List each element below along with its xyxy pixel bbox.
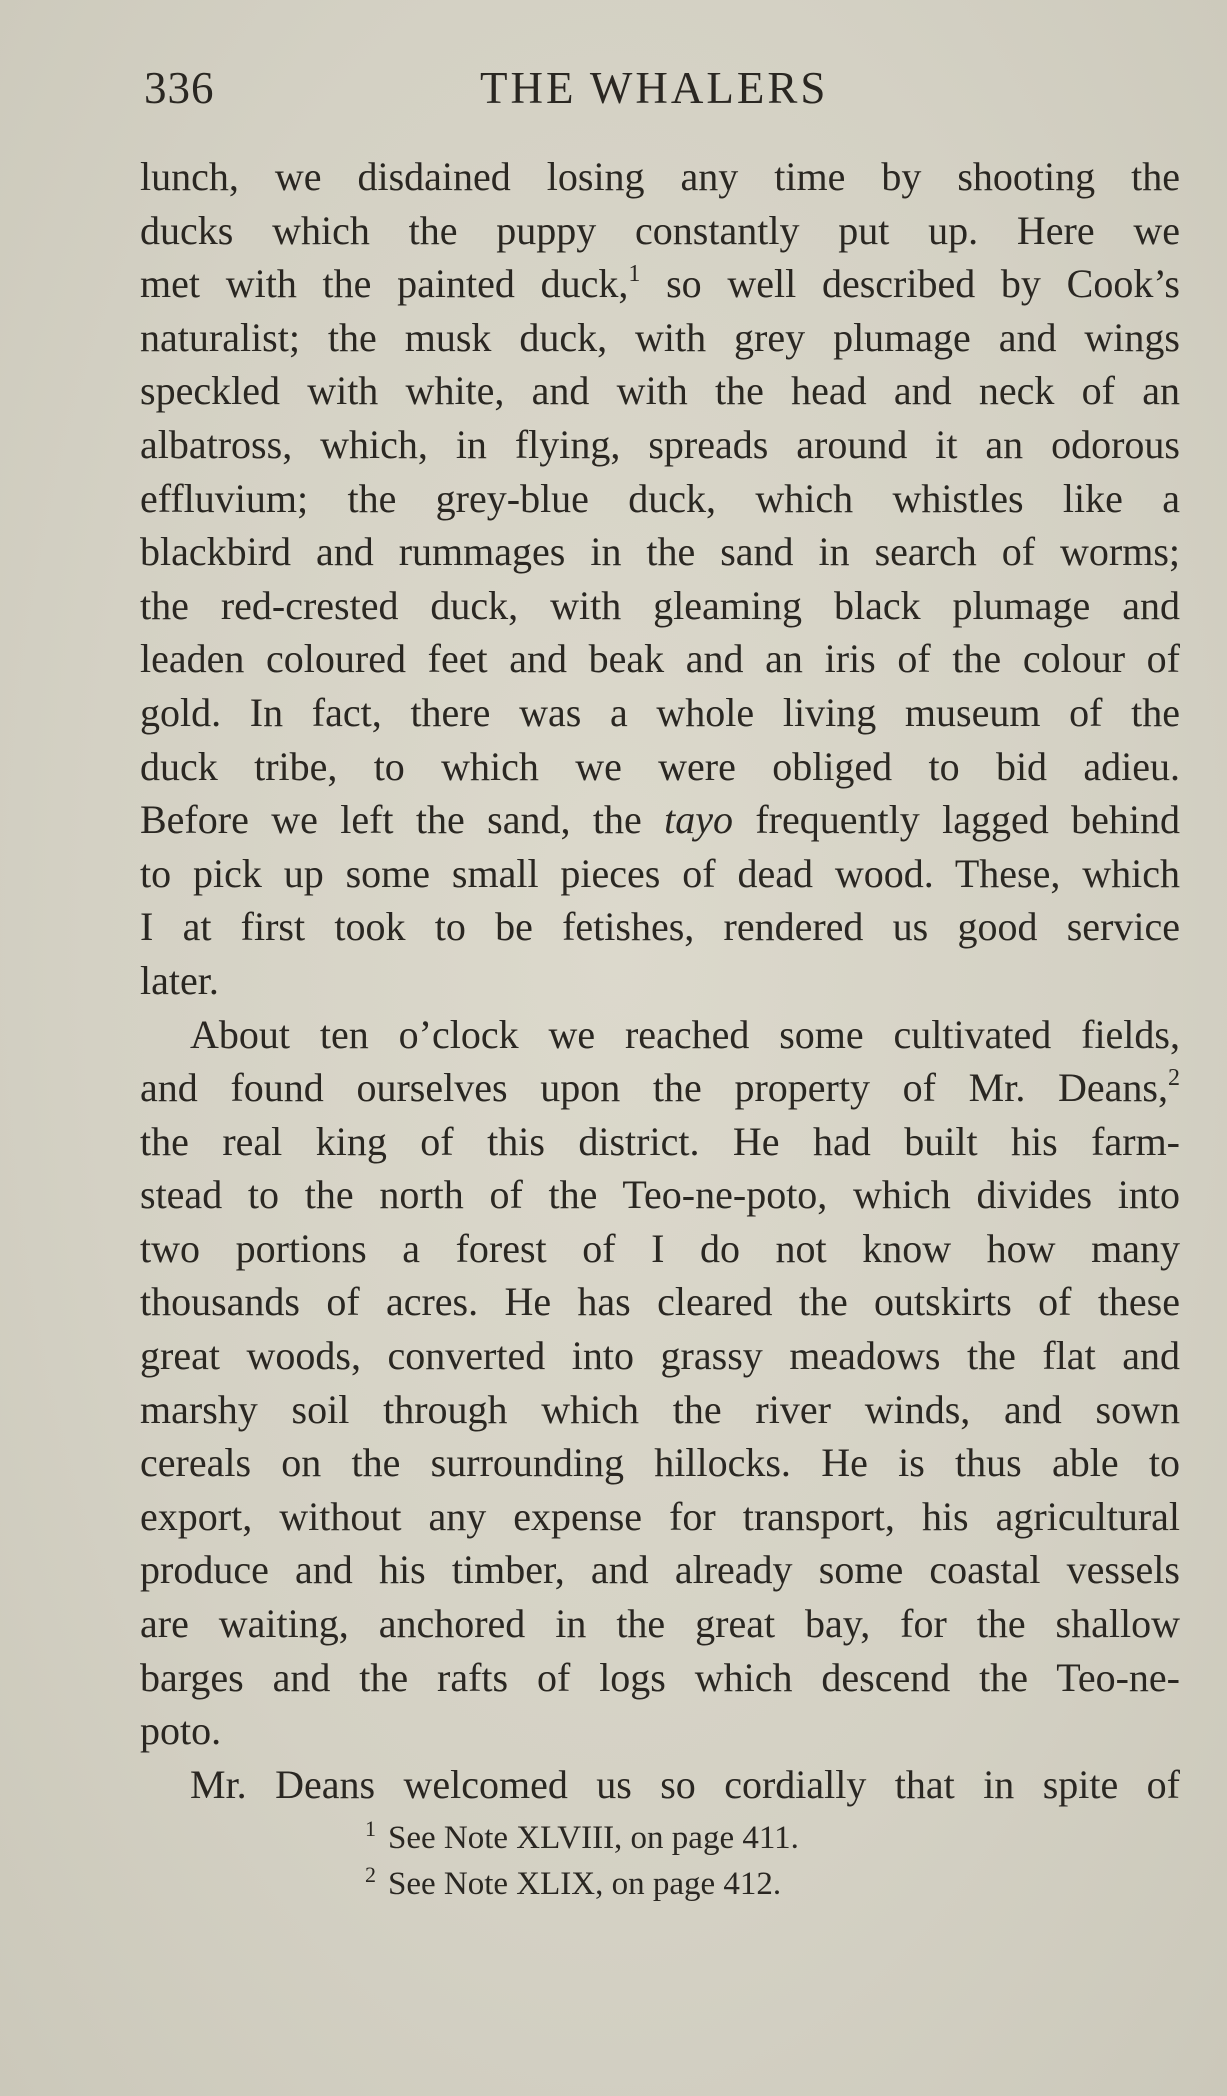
- text-line: lunch, we disdained losing any time by shooting the: [140, 154, 1180, 199]
- text-line: great woods, converted into grassy meadows the flat and: [140, 1333, 1180, 1379]
- footnote-text: See Note XLVIII, on page 411.: [388, 1820, 799, 1856]
- text-line: barges and the rafts of logs which descend the Teo-ne-: [140, 1654, 1180, 1700]
- text-line: are waiting, anchored in the great bay, for the shallow: [140, 1601, 1180, 1647]
- text-line: Mr. Deans welcomed us so cordially that in spite of: [190, 1761, 1180, 1807]
- footnote-reference: 2: [1168, 1065, 1180, 1092]
- text-line: naturalist; the musk duck, with grey plumage and wings: [140, 314, 1180, 360]
- text-line: later.: [140, 957, 219, 1003]
- text-line: produce and his timber, and already some coastal vessels: [140, 1547, 1180, 1593]
- footnote-marker: 2: [365, 1862, 376, 1887]
- text-line: met with the painted duck,$^1$ so well described by Cook’s: [140, 261, 1181, 307]
- text-line: Before we left the sand, the tayo frequently lagged behind: [140, 797, 1180, 843]
- text-line: I at first took to be fetishes, rendered us good service: [140, 904, 1180, 950]
- text-line: leaden coloured feet and beak and an iris of the colour of: [140, 636, 1180, 682]
- footnote-reference: 1: [628, 261, 641, 288]
- body-text: [140, 150, 1180, 1811]
- footnote: [365, 1861, 1065, 1907]
- text-line: marshy soil through which the river winds, and sown: [140, 1386, 1180, 1432]
- text-line: and found ourselves upon the property of Mr. Deans,$^2$: [140, 1065, 1180, 1111]
- text-line: About ten o’clock we reached some cultivated fields,: [190, 1011, 1180, 1057]
- text-line: two portions a forest of I do not know how many: [140, 1225, 1180, 1271]
- footnote: [365, 1815, 1065, 1861]
- text-line: the red-crested duck, with gleaming black plumage and: [140, 582, 1180, 628]
- running-title: THE WHALERS: [480, 63, 829, 113]
- footnote-marker: 1: [365, 1816, 376, 1841]
- text-line: stead to the north of the Teo-ne-poto, which divides into: [140, 1172, 1180, 1218]
- text-line: to pick up some small pieces of dead wood. These, which: [140, 850, 1180, 896]
- text-line: effluvium; the grey-blue duck, which whistles like a: [140, 475, 1180, 521]
- text-line: gold. In fact, there was a whole living museum of the: [140, 689, 1180, 735]
- text-line: speckled with white, and with the head and neck of an: [140, 368, 1180, 414]
- text-line: albatross, which, in flying, spreads around it an odorous: [140, 421, 1180, 467]
- footnotes: [365, 1815, 1065, 1907]
- text-line: ducks which the puppy constantly put up. Here we: [140, 207, 1180, 253]
- page-number: 336: [144, 63, 215, 113]
- text-line: duck tribe, to which we were obliged to bid adieu.: [140, 743, 1180, 789]
- text-line: export, without any expense for transport, his agricultural: [140, 1493, 1180, 1539]
- text-line: thousands of acres. He has cleared the outskirts of these: [140, 1279, 1180, 1325]
- footnote-text: See Note XLIX, on page 412.: [388, 1866, 782, 1902]
- text-line: cereals on the surrounding hillocks. He is thus able to: [140, 1440, 1180, 1486]
- text-line: poto.: [140, 1708, 222, 1754]
- text-line: blackbird and rummages in the sand in search of worms;: [140, 529, 1180, 575]
- running-head: [140, 58, 1180, 118]
- italic-word: tayo: [664, 797, 733, 843]
- text-line: the real king of this district. He had built his farm-: [140, 1118, 1180, 1164]
